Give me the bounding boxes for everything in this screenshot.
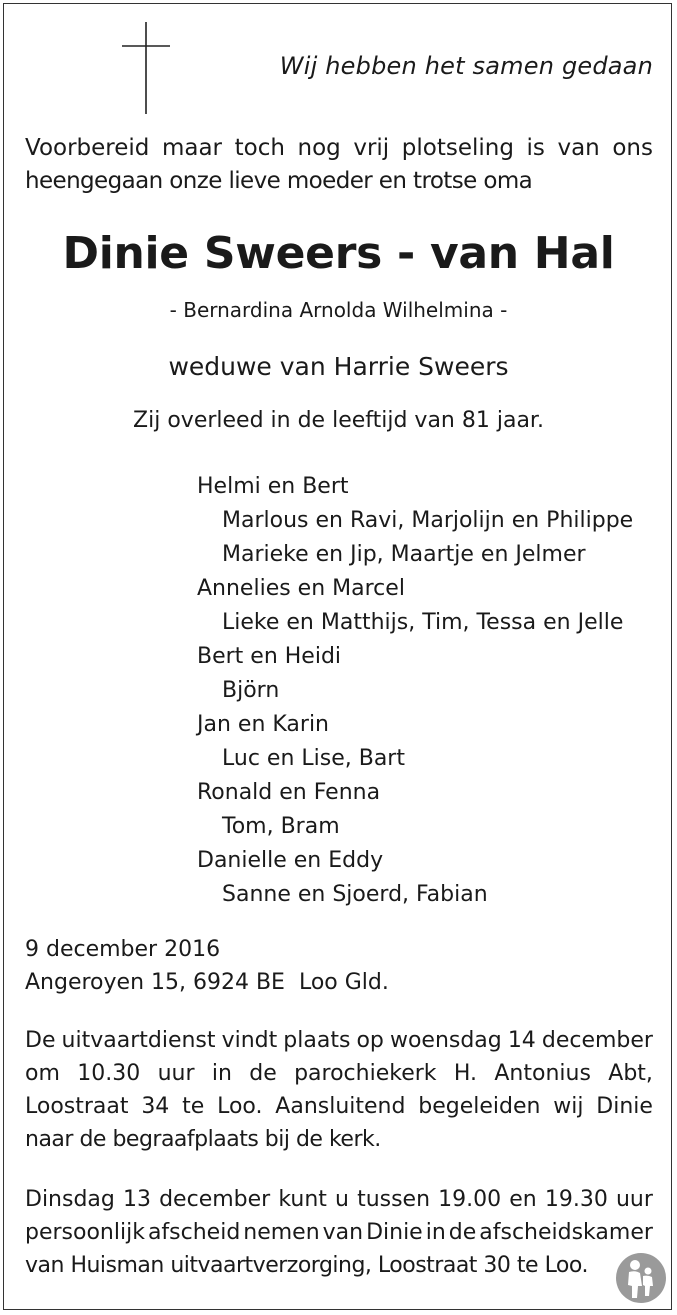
paragraph-line — [25, 1090, 653, 1123]
intro-word: vrij — [353, 135, 390, 161]
paragraph-word: 19.00 — [438, 1187, 502, 1212]
paragraph-line — [25, 1057, 653, 1090]
paragraph-word: 13 — [122, 1187, 151, 1212]
family-grandchildren: Björn — [222, 678, 280, 703]
motto: Wij hebben het samen gedaan — [279, 52, 653, 80]
paragraph-word: 14 — [507, 1028, 536, 1053]
memorial-figure-icon — [615, 1252, 667, 1304]
intro-line-2: heengegaan onze lieve moeder en trotse oma — [25, 168, 533, 194]
paragraph-word: in — [211, 1061, 232, 1086]
paragraph-word: nemen — [243, 1220, 320, 1245]
paragraph-line — [25, 1183, 653, 1216]
paragraph-word: 34 — [141, 1094, 170, 1119]
family-grandchildren: Lieke en Matthijs, Tim, Tessa en Jelle — [222, 610, 624, 635]
paragraph-word: 10.30 — [77, 1061, 141, 1086]
paragraph-word: 19.30 — [544, 1187, 608, 1212]
funeral-paragraph — [25, 1024, 653, 1156]
paragraph-line — [25, 1123, 653, 1156]
family-children: Annelies en Marcel — [197, 576, 405, 601]
intro-word: maar — [161, 135, 223, 161]
family-grandchildren: Tom, Bram — [222, 814, 340, 839]
paragraph-word: De — [25, 1028, 56, 1053]
paragraph-word: uur — [615, 1187, 653, 1212]
family-grandchildren: Marlous en Ravi, Marjolijn en Philippe — [222, 508, 634, 533]
intro-word: nog — [297, 135, 341, 161]
paragraph-word: van Huisman uitvaartverzorging, Loostraat 30 te Loo. — [25, 1253, 588, 1278]
family-list — [197, 470, 633, 912]
paragraph-word: Loostraat — [25, 1094, 129, 1119]
family-grandchildren: Marieke en Jip, Maartje en Jelmer — [222, 542, 586, 567]
paragraph-word: december — [541, 1028, 653, 1053]
paragraph-word: Aansluitend — [275, 1094, 406, 1119]
intro-line-1 — [25, 132, 653, 165]
paragraph-word: begeleiden — [418, 1094, 541, 1119]
paragraph-word: vindt — [221, 1028, 278, 1053]
home-address: Angeroyen 15, 6924 BE Loo Gld. — [25, 970, 389, 995]
paragraph-word: parochiekerk — [294, 1061, 437, 1086]
age-line: Zij overleed in de leeftijd van 81 jaar. — [133, 408, 544, 433]
paragraph-word: de — [249, 1061, 277, 1086]
deceased-name: Dinie Sweers - van Hal — [62, 228, 615, 279]
paragraph-word: tussen — [357, 1187, 431, 1212]
intro-word: van — [557, 135, 600, 161]
paragraph-word: kunt — [278, 1187, 327, 1212]
paragraph-word: te — [182, 1094, 205, 1119]
family-children: Jan en Karin — [197, 712, 329, 737]
widow-of: weduwe van Harrie Sweers — [168, 352, 509, 381]
paragraph-word: en — [509, 1187, 537, 1212]
paragraph-line — [25, 1216, 653, 1249]
intro-word: toch — [234, 135, 285, 161]
paragraph-word: Dinie — [366, 1220, 423, 1245]
family-children: Danielle en Eddy — [197, 848, 384, 873]
paragraph-word: Abt, — [608, 1061, 653, 1086]
paragraph-word: Dinie — [596, 1094, 653, 1119]
paragraph-word: uitvaartdienst — [61, 1028, 216, 1053]
intro-word: Voorbereid — [25, 135, 150, 161]
paragraph-word: afscheidskamer — [479, 1220, 653, 1245]
family-grandchildren: Luc en Lise, Bart — [222, 746, 405, 771]
intro-text — [25, 132, 653, 198]
paragraph-word: afscheid — [147, 1220, 241, 1245]
paragraph-word: persoonlijk — [25, 1220, 145, 1245]
paragraph-line — [25, 1024, 653, 1057]
family-children: Helmi en Bert — [197, 474, 349, 499]
paragraph-word: woensdag — [389, 1028, 502, 1053]
paragraph-word: naar de begraafplaats bij de kerk. — [25, 1127, 381, 1152]
paragraph-line — [25, 1249, 653, 1282]
family-children: Bert en Heidi — [197, 644, 342, 669]
paragraph-word: Dinsdag — [25, 1187, 115, 1212]
paragraph-word: om — [25, 1061, 60, 1086]
paragraph-word: in — [425, 1220, 446, 1245]
cross-icon — [122, 22, 170, 114]
paragraph-word: wij — [553, 1094, 584, 1119]
given-names: - Bernardina Arnolda Wilhelmina - — [169, 298, 508, 322]
paragraph-word: van — [322, 1220, 364, 1245]
paragraph-word: Antonius — [494, 1061, 591, 1086]
paragraph-word: plaats — [283, 1028, 351, 1053]
date-address — [25, 933, 389, 999]
family-grandchildren: Sanne en Sjoerd, Fabian — [222, 882, 488, 907]
farewell-paragraph — [25, 1183, 653, 1282]
paragraph-word: H. — [453, 1061, 478, 1086]
family-children: Ronald en Fenna — [197, 780, 381, 805]
paragraph-word: op — [356, 1028, 384, 1053]
death-date: 9 december 2016 — [25, 937, 221, 962]
paragraph-word: uur — [157, 1061, 195, 1086]
intro-word: is — [526, 135, 545, 161]
paragraph-word: december — [159, 1187, 271, 1212]
paragraph-word: u — [335, 1187, 349, 1212]
paragraph-word: de — [448, 1220, 477, 1245]
intro-word: plotseling — [401, 135, 514, 161]
intro-word: ons — [612, 135, 653, 161]
paragraph-word: Loo. — [217, 1094, 263, 1119]
